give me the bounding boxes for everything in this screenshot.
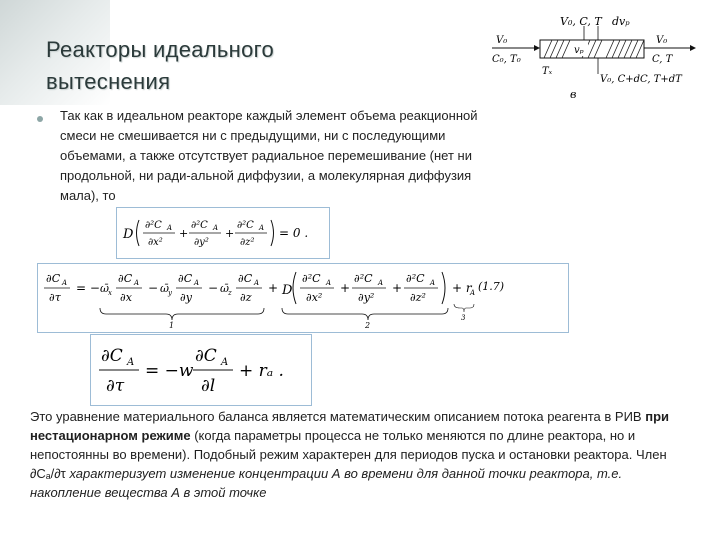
svg-text:+: +: [340, 281, 351, 295]
svg-text:A: A: [127, 357, 135, 368]
svg-text:∂C: ∂C: [46, 272, 61, 285]
svg-text:∂C: ∂C: [101, 346, 123, 366]
svg-text:ω̄: ω̄: [220, 282, 229, 295]
diagram-left-in-2: C₀, T₀: [492, 54, 521, 65]
f3-r: + rₐ .: [239, 361, 284, 381]
svg-text:∂x²: ∂x²: [306, 291, 323, 304]
para-part-1: Это уравнение материального баланса является математическим описанием потока реагента в РИВ: [30, 409, 646, 424]
svg-text:A: A: [167, 224, 173, 232]
svg-text:∂²C: ∂²C: [354, 272, 373, 285]
svg-text:ω̄: ω̄: [160, 282, 169, 295]
f1-eq: = 0 .: [279, 226, 309, 240]
f3-w: = −w: [145, 361, 194, 381]
svg-text:∂x: ∂x: [120, 291, 132, 304]
svg-text:A: A: [470, 289, 476, 297]
diagram-top-label: V₀, C, T: [560, 15, 602, 28]
f2-brace-2: 2: [365, 321, 371, 330]
svg-text:∂C: ∂C: [195, 346, 217, 366]
svg-text:A: A: [378, 279, 384, 287]
formula-diffusion: [116, 207, 330, 259]
formula-balance-full: [37, 263, 569, 333]
svg-text:∂²C: ∂²C: [145, 220, 162, 231]
para-part-2: (когда параметры процесса не только меняются по длине реактора, но и непостоянны во времени). Подобный режим характерен для периодов пуска и остановки реактора. Член ∂Cₐ/∂τ: [30, 428, 667, 481]
svg-text:∂y²: ∂y²: [358, 291, 375, 304]
reactor-diagram: [486, 12, 700, 102]
para-italic: характеризует изменение концентрации А во времени для данной точки реактора, т.е. накопление вещества А в этой точке: [30, 466, 623, 500]
svg-text:∂C: ∂C: [118, 272, 133, 285]
svg-text:x: x: [108, 289, 112, 297]
f2-brace-1: 1: [169, 321, 175, 330]
svg-text:+: +: [392, 281, 403, 295]
svg-text:∂C: ∂C: [178, 272, 193, 285]
svg-text:A: A: [326, 279, 332, 287]
svg-text:∂y²: ∂y²: [194, 237, 209, 248]
f2-eq-no: (1.7): [478, 280, 505, 293]
svg-text:A: A: [259, 224, 265, 232]
svg-text:∂τ: ∂τ: [49, 291, 61, 304]
bullet-marker: [37, 116, 43, 122]
svg-text:D: D: [282, 283, 293, 298]
f1-d: D: [123, 227, 134, 242]
svg-text:+: +: [179, 227, 189, 240]
svg-text:∂z²: ∂z²: [410, 291, 426, 304]
svg-text:A: A: [213, 224, 219, 232]
explanation-paragraph: [30, 407, 690, 502]
para-bold: при нестационарном режиме: [30, 409, 670, 443]
diagram-bottom-label: V₀, C+dC, T+dT: [600, 74, 682, 85]
svg-text:+ r: + r: [452, 281, 472, 295]
diagram-left-in-1: V₀: [496, 35, 508, 46]
svg-text:A: A: [194, 279, 200, 287]
svg-text:+: +: [225, 227, 235, 240]
f2-brace-3: 3: [461, 314, 466, 322]
formula-balance-1d: [90, 334, 312, 406]
svg-text:A: A: [134, 279, 140, 287]
svg-text:= −: = −: [76, 281, 100, 295]
svg-text:A: A: [62, 279, 68, 287]
diagram-tx-label: Tₓ: [542, 66, 553, 77]
svg-text:z: z: [228, 289, 232, 297]
diagram-sub-label: в: [570, 88, 577, 101]
svg-text:∂²C: ∂²C: [237, 220, 254, 231]
diagram-right-out-2: C, T: [652, 54, 673, 65]
svg-text:∂²C: ∂²C: [302, 272, 321, 285]
svg-text:y: y: [168, 289, 172, 297]
bullet-text: Так как в идеальном реакторе каждый элемент объема реакционной смеси не смешивается ни с предыдущими, ни с последующими объемами, а также отсутствует радиальное перемешивание (нет ни продольной, ни ради-альной диффузии, а молекулярная диффузия мала), то: [60, 108, 478, 203]
svg-text:−: −: [148, 281, 159, 295]
svg-text:A: A: [221, 357, 229, 368]
svg-text:∂z: ∂z: [240, 291, 252, 304]
svg-text:∂²C: ∂²C: [191, 220, 208, 231]
diagram-inner-label: vₚ: [574, 45, 584, 56]
svg-text:−: −: [208, 281, 219, 295]
diagram-top-label-right: dvₚ: [612, 15, 630, 28]
svg-text:∂y: ∂y: [180, 291, 192, 304]
svg-text:A: A: [430, 279, 436, 287]
svg-text:∂x²: ∂x²: [148, 237, 163, 248]
slide-title: Реакторы идеального вытеснения: [46, 37, 275, 94]
svg-text:∂²C: ∂²C: [406, 272, 425, 285]
diagram-right-out-1: V₀: [656, 35, 668, 46]
svg-text:ω̄: ω̄: [100, 282, 109, 295]
svg-text:A: A: [254, 279, 260, 287]
svg-text:∂z²: ∂z²: [240, 237, 255, 248]
svg-text:∂C: ∂C: [238, 272, 253, 285]
svg-text:∂τ: ∂τ: [106, 376, 125, 396]
svg-text:∂l: ∂l: [201, 376, 216, 396]
svg-text:+: +: [268, 281, 279, 295]
